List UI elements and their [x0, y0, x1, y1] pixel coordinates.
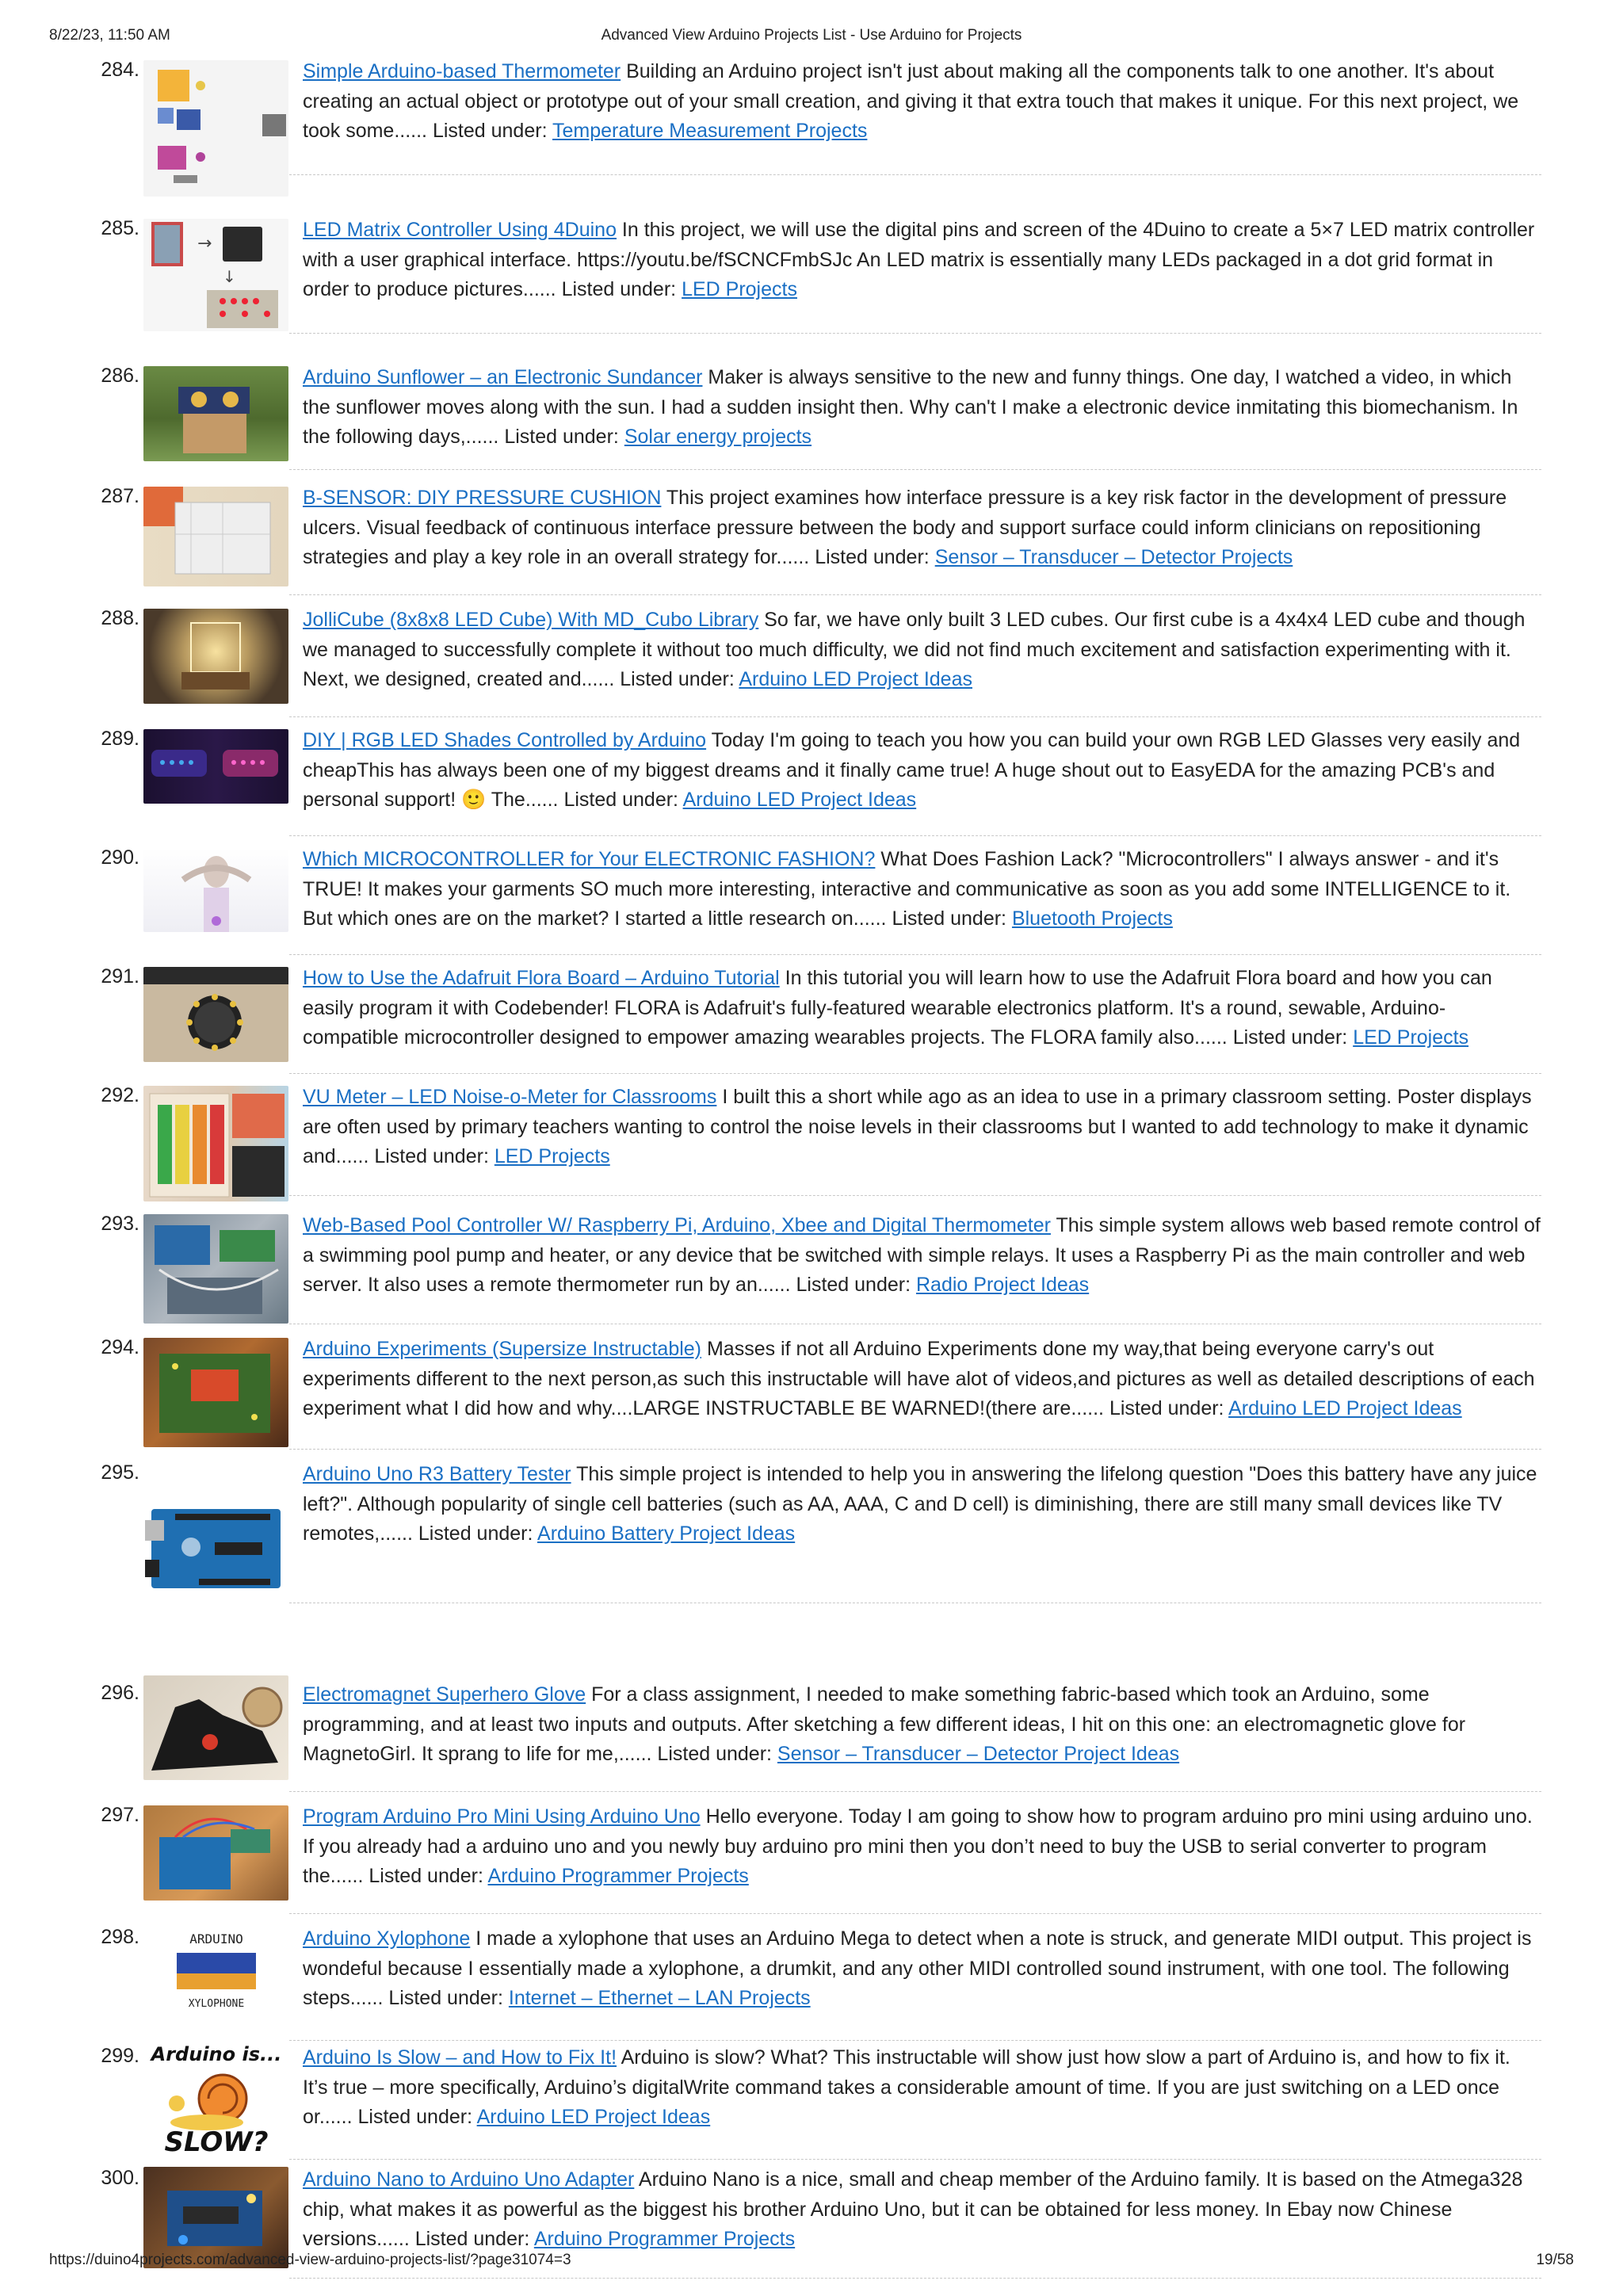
led-cube-photo — [143, 609, 288, 704]
category-link[interactable]: Arduino Programmer Projects — [487, 1865, 749, 1887]
item-description: Today I'm going to teach you how you can build your own RGB LED Glasses very easily and cheapThis has always been one of my biggest dreams and it finally came true! A huge shout out to EasyEDA for the amazing PCB's and personal support! 🙂 The...... — [303, 729, 1521, 811]
item-number: 288. — [101, 607, 139, 629]
item-divider — [289, 2278, 1541, 2279]
item-thumbnail[interactable] — [143, 1675, 288, 1780]
item-thumbnail[interactable] — [143, 1338, 288, 1447]
item-divider — [289, 2159, 1541, 2160]
item-thumbnail[interactable] — [143, 609, 288, 704]
xylophone-caption-top: ARDUINO — [189, 1931, 243, 1946]
item-text — [303, 606, 1541, 695]
print-page-title: Advanced View Arduino Projects List - Use Arduino for Projects — [601, 27, 1022, 44]
arduino-xylophone-image — [143, 1924, 288, 2019]
print-header — [49, 27, 1574, 51]
project-link[interactable]: Electromagnet Superhero Glove — [303, 1683, 586, 1706]
category-link[interactable]: LED Projects — [1353, 1026, 1469, 1049]
item-number: 298. — [101, 1926, 139, 1948]
snail-caption-bottom: SLOW? — [164, 2126, 269, 2156]
item-number: 285. — [101, 217, 139, 239]
item-number: 286. — [101, 365, 139, 387]
project-link[interactable]: Program Arduino Pro Mini Using Arduino Uno — [303, 1805, 701, 1828]
category-link[interactable]: Arduino LED Project Ideas — [1228, 1397, 1462, 1419]
item-description: I built this a short while ago as an idea to use in a primary classroom setting. Poster displays are often used by primary teachers wanting to control the noise levels in their classrooms but I wanted to add technology to make it dynamic and...... — [303, 1086, 1532, 1167]
item-text — [303, 1802, 1541, 1892]
listed-under-label: Listed under: — [432, 120, 548, 142]
item-thumbnail[interactable] — [143, 729, 288, 804]
item-thumbnail[interactable] — [143, 60, 288, 197]
category-link[interactable]: Arduino Battery Project Ideas — [537, 1522, 796, 1545]
listed-under-label: Listed under: — [418, 1522, 533, 1545]
project-link[interactable]: Arduino Nano to Arduino Uno Adapter — [303, 2168, 635, 2191]
project-link[interactable]: Arduino Experiments (Supersize Instructable) — [303, 1338, 702, 1360]
print-url: https://duino4projects.com/advanced-view-arduino-projects-list/?page31074=3 — [49, 2252, 571, 2268]
item-number: 290. — [101, 846, 139, 869]
item-number: 297. — [101, 1804, 139, 1826]
item-divider — [289, 1449, 1541, 1450]
item-description: Masses if not all Arduino Experiments done my way,that being everyone carry's out experiments different to the next person,as such this instructable will have alot of videos,and pictures as well as detailed descriptions of each experiment what I did how and why....LARGE INSTRUCTABLE BE WARNED!(there are...... — [303, 1338, 1535, 1419]
item-divider — [289, 594, 1541, 595]
electronic-fashion-photo — [143, 848, 288, 932]
item-description: I made a xylophone that uses an Arduino Mega to detect when a note is struck, and generate MIDI output. This project is wondeful because I essentially made a xylophone, a drumkit, and any other MIDI controlled sound instrument, with one tool. The following steps...... — [303, 1927, 1532, 2009]
rgb-led-shades-photo — [143, 729, 288, 804]
item-description: This project examines how interface pressure is a key risk factor in the development of pressure ulcers. Visual feedback of continuous interface pressure between the body and support surface could inform clinicians on repositioning strategies and play a key role in an overall strategy for...... — [303, 487, 1507, 568]
snail-caption-top: Arduino is... — [151, 2043, 282, 2065]
arduino-uno-board-image — [143, 1499, 288, 1595]
item-number: 295. — [101, 1461, 139, 1484]
item-text — [303, 483, 1541, 573]
item-number: 299. — [101, 2045, 139, 2067]
item-text — [303, 845, 1541, 934]
item-text — [303, 2165, 1541, 2255]
item-description: What Does Fashion Lack? "Microcontrollers" I always answer - and it's TRUE! It makes your garments SO much more interesting, interactive and communicative as soon as you add some INTELLIGENCE to it. But which ones are on the market? I started a little research on...... — [303, 848, 1511, 930]
category-link[interactable]: Internet – Ethernet – LAN Projects — [508, 1987, 811, 2009]
print-date: 8/22/23, 11:50 AM — [49, 27, 170, 44]
item-text — [303, 1924, 1541, 2014]
item-description: Arduino Nano is a nice, small and cheap member of the Arduino family. It is based on the Atmega328 chip, what makes it as powerful as the biggest his brother Arduino Uno, but it can be obtained for less money. In Ebay now Chinese versions...... — [303, 2168, 1523, 2250]
item-description: Maker is always sensitive to the new and funny things. One day, I watched a video, in which the sunflower moves along with the sun. I had a sudden insight then. Why can't I make a electronic device inmitating this biomechanism. In the following days,...... — [303, 366, 1518, 448]
listed-under-label: Listed under: — [796, 1274, 911, 1296]
print-page-number: 19/58 — [1536, 2252, 1574, 2268]
sunflower-robot-photo — [143, 366, 288, 461]
item-divider — [289, 1913, 1541, 1914]
item-description: This simple system allows web based remote control of a swimming pool pump and heater, or any device that be switched with simple relays. It uses a Raspberry Pi as the main controller and web server. It also uses a remote thermometer run by an...... — [303, 1214, 1541, 1296]
item-thumbnail[interactable] — [143, 1499, 288, 1595]
category-link[interactable]: LED Projects — [682, 278, 797, 300]
item-description: This simple project is intended to help you in answering the lifelong question "Does this battery have any juice left?". Although popularity of single cell batteries (such as AA, AAA, C and D cell) is diminishing, there are still many small devices like TV remotes,...... — [303, 1463, 1537, 1545]
category-link[interactable]: Bluetooth Projects — [1011, 907, 1173, 930]
project-link[interactable]: Arduino Uno R3 Battery Tester — [303, 1463, 571, 1485]
svg-text:↓: ↓ — [223, 267, 236, 286]
item-description: Building an Arduino project isn't just about making all the components talk to one another. It's about creating an actual object or prototype out of your small creation, and giving it that extra touch that makes it unique. For this next project, we took some...... — [303, 60, 1519, 142]
listed-under-label: Listed under: — [414, 2228, 530, 2250]
item-description: In this tutorial you will learn how to use the Adafruit Flora board and how you can easily program it with Codebender! FLORA is Adafruit's fully-featured wearable electronics platform. It's a round, sewable, Arduino-compatible microcontroller designed to empower amazing wearables projects. The FLORA family also...... — [303, 967, 1492, 1049]
listed-under-label: Listed under: — [892, 907, 1006, 930]
item-thumbnail[interactable] — [143, 1924, 288, 2019]
item-divider — [289, 333, 1541, 334]
listed-under-label: Listed under: — [388, 1987, 503, 2009]
item-divider — [289, 2040, 1541, 2041]
category-link[interactable]: Solar energy projects — [624, 426, 812, 448]
item-number: 296. — [101, 1682, 139, 1704]
item-text — [303, 2043, 1541, 2133]
item-divider — [289, 469, 1541, 470]
electromagnet-glove-photo — [143, 1675, 288, 1780]
item-text — [303, 1083, 1541, 1172]
item-divider — [289, 1073, 1541, 1074]
item-divider — [289, 1791, 1541, 1792]
print-footer — [49, 2252, 1574, 2275]
category-link[interactable]: Arduino Programmer Projects — [533, 2228, 796, 2250]
led-matrix-diagram-image — [143, 219, 288, 331]
item-text — [303, 726, 1541, 816]
item-text — [303, 1211, 1541, 1301]
item-number: 284. — [101, 59, 139, 81]
item-thumbnail[interactable] — [143, 1214, 288, 1324]
item-thumbnail[interactable] — [143, 967, 288, 1062]
item-thumbnail[interactable] — [143, 366, 288, 461]
item-description: So far, we have only built 3 LED cubes. Our first cube is a 4x4x4 LED cube and though we managed to successfully complete it without too much difficulty, we did not find much excitement and satisfaction experimenting with it. Next, we designed, created and...... — [303, 609, 1526, 690]
category-link[interactable]: Arduino LED Project Ideas — [739, 668, 972, 690]
category-link[interactable]: Radio Project Ideas — [916, 1274, 1090, 1296]
item-number: 293. — [101, 1213, 139, 1235]
project-link[interactable]: LED Matrix Controller Using 4Duino — [303, 219, 617, 241]
listed-under-label: Listed under: — [1109, 1397, 1224, 1419]
item-text — [303, 1680, 1541, 1770]
project-link[interactable]: Which MICROCONTROLLER for Your ELECTRONIC FASHION? — [303, 848, 876, 870]
pressure-cushion-photo — [143, 487, 288, 586]
project-link[interactable]: DIY | RGB LED Shades Controlled by Arduino — [303, 729, 707, 751]
project-link[interactable]: B-SENSOR: DIY PRESSURE CUSHION — [303, 487, 662, 509]
listed-under-label: Listed under: — [369, 1865, 483, 1887]
category-link[interactable]: LED Projects — [494, 1145, 610, 1167]
listed-under-label: Listed under: — [357, 2106, 473, 2128]
item-thumbnail[interactable] — [143, 487, 288, 586]
item-text — [303, 363, 1541, 453]
project-link[interactable]: Web-Based Pool Controller W/ Raspberry Pi, Arduino, Xbee and Digital Thermometer — [303, 1214, 1051, 1236]
item-text — [303, 57, 1541, 147]
item-number: 292. — [101, 1084, 139, 1106]
project-link[interactable]: JolliCube (8x8x8 LED Cube) With MD_Cubo Library — [303, 609, 759, 631]
adafruit-flora-photo — [143, 967, 288, 1062]
project-link[interactable]: How to Use the Adafruit Flora Board – Arduino Tutorial — [303, 967, 780, 989]
category-link[interactable]: Sensor – Transducer – Detector Projects — [934, 546, 1293, 568]
listed-under-label: Listed under: — [563, 789, 678, 811]
project-link[interactable]: Arduino Is Slow – and How to Fix It! — [303, 2046, 617, 2069]
listed-under-label: Listed under: — [620, 668, 735, 690]
item-number: 294. — [101, 1336, 139, 1358]
item-description: Hello everyone. Today I am going to show how to program arduino pro mini using arduino uno. If you already had a arduino uno and you newly buy arduino pro mini then you don’t need to buy the USB to serial converter to program the...... — [303, 1805, 1533, 1887]
category-link[interactable]: Arduino LED Project Ideas — [682, 789, 917, 811]
category-link[interactable]: Sensor – Transducer – Detector Project Ideas — [777, 1743, 1180, 1765]
category-link[interactable]: Temperature Measurement Projects — [552, 120, 868, 142]
item-thumbnail[interactable] — [143, 2043, 288, 2156]
listed-under-label: Listed under: — [657, 1743, 772, 1765]
item-thumbnail[interactable] — [143, 1086, 288, 1201]
item-divider — [289, 835, 1541, 836]
thermometer-diagram-image — [143, 60, 288, 197]
pro-mini-uno-photo — [143, 1805, 288, 1901]
item-divider — [289, 174, 1541, 175]
item-number: 287. — [101, 485, 139, 507]
item-number: 291. — [101, 965, 139, 988]
item-divider — [289, 716, 1541, 717]
listed-under-label: Listed under: — [1232, 1026, 1348, 1049]
listed-under-label: Listed under: — [561, 278, 677, 300]
item-description: Arduino is slow? What? This instructable will show just how slow a part of Arduino is, and how to fix it. It’s true – more specifically, Arduino’s digitalWrite command takes a considerable amount of time. If you are just switching on a LED once or...... — [303, 2046, 1510, 2128]
listed-under-label: Listed under: — [504, 426, 619, 448]
project-link[interactable]: Arduino Sunflower – an Electronic Sundancer — [303, 366, 703, 388]
item-text — [303, 964, 1541, 1053]
item-thumbnail[interactable] — [143, 219, 288, 331]
vu-meter-poster-photo — [143, 1086, 288, 1201]
svg-text:→: → — [197, 234, 212, 254]
item-thumbnail[interactable] — [143, 1805, 288, 1901]
item-divider — [289, 954, 1541, 955]
pool-controller-photo — [143, 1214, 288, 1324]
arduino-slow-snail-image — [143, 2043, 288, 2156]
item-number: 289. — [101, 728, 139, 750]
item-description: In this project, we will use the digital pins and screen of the 4Duino to create a 5×7 LED matrix controller with a user graphical interface. https://youtu.be/fSCNCFmbSJc An LED matrix is essentially many LEDs packaged in a dot grid format in order to produce pictures...... — [303, 219, 1535, 300]
listed-under-label: Listed under: — [374, 1145, 489, 1167]
project-link[interactable]: Simple Arduino-based Thermometer — [303, 60, 621, 82]
arduino-experiments-photo — [143, 1338, 288, 1447]
project-link[interactable]: VU Meter – LED Noise-o-Meter for Classrooms — [303, 1086, 717, 1108]
item-thumbnail[interactable] — [143, 848, 288, 932]
xylophone-caption-bottom: XYLOPHONE — [188, 1998, 245, 2010]
item-text — [303, 1460, 1541, 1549]
item-number: 300. — [101, 2167, 139, 2189]
item-description: For a class assignment, I needed to make something fabric-based which took an Arduino, some programming, and at least two inputs and outputs. After sketching a few different ideas, I hit on this one: an electromagnetic glove for MagnetoGirl. It sprang to life for me,...... — [303, 1683, 1466, 1765]
item-divider — [289, 1195, 1541, 1196]
item-text — [303, 216, 1541, 305]
project-link[interactable]: Arduino Xylophone — [303, 1927, 471, 1950]
item-text — [303, 1335, 1541, 1424]
listed-under-label: Listed under: — [815, 546, 930, 568]
category-link[interactable]: Arduino LED Project Ideas — [476, 2106, 711, 2128]
